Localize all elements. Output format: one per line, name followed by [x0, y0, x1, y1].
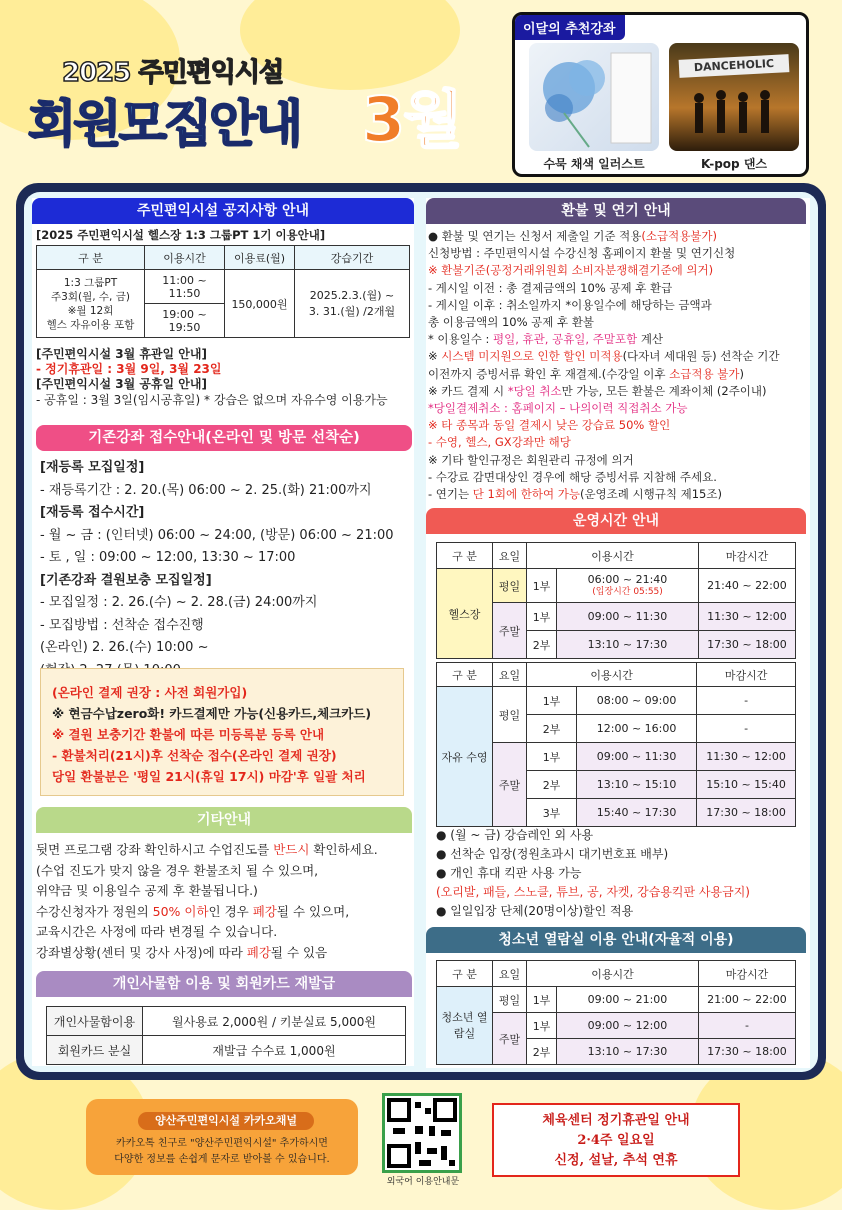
- refund-line-segment: 신청방법 : 주민편익시설 수강신청 홈페이지 환불 및 연기신청: [428, 246, 736, 261]
- study-part: 1부: [527, 1013, 557, 1039]
- locker-section-title: 개인사물함 이용 및 회원카드 재발급: [36, 971, 412, 997]
- closed-text: - 정기휴관일 : 3월 9일, 3월 23일: [36, 362, 222, 376]
- refund-section-title: 환불 및 연기 안내: [426, 198, 806, 224]
- pt-period-line: 3. 31.(월) /2개월: [308, 304, 396, 318]
- swim-part: 1부: [527, 687, 577, 715]
- refund-line-segment: ※: [428, 349, 442, 364]
- swim-close: 15:10 ~ 15:40: [697, 771, 796, 799]
- holiday-title: [주민편익시설 3월 공휴일 안내]: [36, 377, 207, 391]
- gym-header-category: 구 분: [437, 543, 493, 569]
- pt-table: [36, 245, 410, 338]
- registration-line: [40, 637, 410, 660]
- hours-section-title: 운영시간 안내: [426, 508, 806, 534]
- refund-line: [428, 452, 808, 469]
- etc-line-segment: 50% 이하: [152, 903, 209, 919]
- study-close: -: [698, 1013, 795, 1039]
- refund-line: [428, 297, 808, 314]
- payment-notice-line: [52, 745, 402, 766]
- pt-program-line: 주3회(월, 수, 금): [51, 290, 130, 303]
- refund-line-segment: 소급적용 불가: [669, 366, 740, 381]
- registration-line-segment: [재등록 모집일정]: [40, 460, 145, 475]
- refund-line: [428, 417, 808, 434]
- swim-time: 13:10 ~ 15:10: [577, 771, 697, 799]
- etc-line-segment: 반드시: [273, 842, 310, 857]
- swim-part: 2부: [527, 715, 577, 743]
- swim-part: 1부: [527, 743, 577, 771]
- page-title: 회원모집안내: [28, 95, 300, 153]
- pt-header-category: 구 분: [37, 246, 145, 270]
- gym-header-close: 마감시간: [698, 543, 795, 569]
- refund-line-segment: 총 이용금액의 10% 공제 후 환불: [428, 315, 595, 330]
- gym-time: 09:00 ~ 11:30: [557, 603, 699, 631]
- pt-fee: 150,000원: [225, 270, 295, 338]
- etc-line: [36, 861, 412, 882]
- gym-weekday: 평일: [493, 569, 527, 603]
- payment-notice-line-segment: ※ 현금수납zero화! 카드결제만 가능(신용카드,체크카드): [52, 706, 372, 721]
- study-weekday: 평일: [493, 987, 527, 1013]
- page-month: 3월: [362, 83, 462, 156]
- refund-line-segment: - 연기는: [428, 487, 473, 502]
- refund-line: [428, 486, 808, 503]
- payment-notice-line: [52, 682, 402, 703]
- swim-weekday: 평일: [493, 687, 527, 743]
- swim-bullet: [436, 883, 806, 902]
- gym-header-day: 요일: [493, 543, 527, 569]
- refund-line-segment: 시스템 미지원으로 인한 할인 미적용: [441, 349, 623, 364]
- refund-line-segment: (소급적용불가): [641, 229, 718, 243]
- registration-line: [40, 480, 410, 503]
- etc-line-segment: 위약금 및 이용일수 공제 후 환불됩니다.): [36, 883, 258, 898]
- qr-caption: 외국어 이용안내문: [386, 1177, 460, 1187]
- gym-close: 11:30 ~ 12:00: [698, 603, 795, 631]
- kakao-line: 다양한 정보를 손쉽게 문자로 받아볼 수 있습니다.: [114, 1154, 330, 1165]
- notice-subtitle: [2025 주민편익시설 헬스장 1:3 그룹PT 1기 이용안내]: [36, 228, 326, 242]
- pt-program-line: 헬스 자유이용 포함: [46, 318, 135, 331]
- refund-line-segment: ): [739, 366, 744, 381]
- gym-time: 06:00 ~ 21:40: [587, 572, 668, 586]
- ink-illustration-image: [529, 43, 659, 151]
- registration-line: [40, 525, 410, 548]
- pt-time-2: 19:00 ~ 19:50: [145, 304, 225, 338]
- swim-close: -: [697, 687, 796, 715]
- etc-line: [36, 840, 412, 861]
- refund-line: [428, 348, 808, 365]
- etc-line: [36, 943, 412, 964]
- closure-line: 신정, 설날, 추석 연휴: [554, 1153, 678, 1168]
- pt-program-cell: [37, 270, 145, 338]
- gym-weekend: 주말: [493, 603, 527, 659]
- etc-line: [36, 881, 412, 902]
- swim-part: 2부: [527, 771, 577, 799]
- closure-line: 체육센터 정기휴관일 안내: [542, 1113, 690, 1128]
- etc-line: [36, 902, 412, 923]
- study-close: 17:30 ~ 18:00: [698, 1039, 795, 1065]
- payment-notice-line: [52, 724, 402, 745]
- gym-hours-table: [436, 542, 796, 659]
- etc-lines: [36, 840, 412, 963]
- etc-line-segment: 인 경우: [208, 903, 253, 919]
- kakao-line: 카카오톡 친구로 "양산주민편익시설" 추가하시면: [116, 1138, 328, 1149]
- study-close: 21:00 ~ 22:00: [698, 987, 795, 1013]
- payment-notice-line-segment: ※ 결원 보충기간 환불에 따른 미등록분 등록 안내: [52, 727, 325, 742]
- refund-line-segment: ※ 기타 할인규정은 회원관리 규정에 의거: [428, 452, 634, 467]
- refund-line: [428, 366, 808, 383]
- qr-code-icon: [385, 1096, 459, 1170]
- locker-row-value: 월사용료 2,000원 / 키분실료 5,000원: [143, 1007, 406, 1036]
- swim-bullet-segment: ● 일일입장 단체(20명이상)할인 적용: [436, 904, 634, 918]
- closure-line: 2·4주 일요일: [577, 1133, 655, 1148]
- refund-line-segment: 계산: [637, 332, 664, 347]
- swim-bullet-segment: ● 선착순 입장(정원초과시 대기번호표 배부): [436, 847, 669, 861]
- recommended-caption-2: K-pop 댄스: [700, 157, 768, 171]
- gym-time: 13:10 ~ 17:30: [557, 631, 699, 659]
- refund-line-segment: 이전까지 증빙서류 확인 후 재결제.(수강일 이후: [428, 366, 670, 381]
- etc-line-segment: 수강신청자가 정원의: [36, 903, 153, 919]
- danceholic-sign: DANCEHOLIC: [679, 54, 790, 78]
- etc-line-segment: 될 수 있으며,: [276, 903, 350, 919]
- etc-line-segment: (수업 진도가 맞지 않을 경우 환불조치 될 수 있으며,: [36, 862, 319, 878]
- study-header-close: 마감시간: [698, 961, 795, 987]
- payment-notice-lines: [52, 682, 402, 787]
- swim-bullet: [436, 902, 806, 921]
- refund-line-segment: ※ 카드 결제 시: [428, 383, 508, 398]
- study-time: 09:00 ~ 12:00: [557, 1013, 699, 1039]
- refund-line: [428, 280, 808, 297]
- pt-header-fee: 이용료(월): [225, 246, 295, 270]
- swim-bullet-segment: ● (월 ~ 금) 강습레인 외 사용: [436, 828, 594, 842]
- kpop-dance-image: [669, 43, 799, 151]
- holiday-text: - 공휴일 : 3월 3일(임시공휴일) * 강습은 없으며 자유수영 이용가능: [36, 393, 388, 407]
- registration-line: [40, 457, 410, 480]
- swim-bullet-segment: (오리발, 패들, 스노클, 튜브, 공, 자켓, 강습용킥판 사용금지): [436, 885, 750, 899]
- gym-part: 2부: [527, 631, 557, 659]
- refund-line-segment: - 수영, 헬스, GX강좌만 해당: [428, 435, 571, 450]
- swim-close: -: [697, 715, 796, 743]
- study-weekend: 주말: [493, 1013, 527, 1065]
- swim-close: 17:30 ~ 18:00: [697, 799, 796, 827]
- etc-line: [36, 922, 412, 943]
- swim-weekend: 주말: [493, 743, 527, 827]
- etc-line-segment: 확인하세요.: [309, 842, 378, 857]
- swim-time: 08:00 ~ 09:00: [577, 687, 697, 715]
- gym-name: 헬스장: [437, 569, 493, 659]
- refund-line-segment: * 이용일수 :: [428, 332, 494, 347]
- card-row-label: 회원카드 분실: [47, 1036, 143, 1065]
- pt-time-1: 11:00 ~ 11:50: [145, 270, 225, 304]
- refund-line: [428, 383, 808, 400]
- registration-line-segment: (온라인) 2. 26.(수) 10:00 ~: [40, 640, 209, 655]
- card-row-value: 재발급 수수료 1,000원: [143, 1036, 406, 1065]
- notice-section-title: 주민편익시설 공지사항 안내: [32, 198, 414, 224]
- gym-close: 17:30 ~ 18:00: [698, 631, 795, 659]
- swim-header-close: 마감시간: [697, 663, 796, 687]
- etc-line-segment: 강좌별상황(센터 및 강사 사정)에 따라: [36, 944, 247, 960]
- etc-section-title: 기타안내: [36, 807, 412, 833]
- pt-period-cell: [295, 270, 410, 338]
- refund-line: [428, 400, 808, 417]
- etc-line-segment: 뒷면 프로그램 강좌 확인하시고 수업진도를: [36, 842, 274, 857]
- study-header-day: 요일: [493, 961, 527, 987]
- registration-line-segment: - 토 , 일 : 09:00 ~ 12:00, 13:30 ~ 17:00: [40, 550, 296, 565]
- etc-line-segment: 될 수 있음: [270, 944, 328, 960]
- refund-line-segment: *당일결제취소 : 홈페이지 – 나의이력 직접취소 가능: [428, 401, 688, 416]
- etc-line-segment: 교육시간은 사정에 따라 변경될 수 있습니다.: [36, 924, 278, 939]
- registration-line: [40, 570, 410, 593]
- registration-line-segment: [기존강좌 결원보충 모집일정]: [40, 572, 212, 588]
- refund-line: [428, 228, 808, 245]
- swim-bullet: [436, 826, 806, 845]
- registration-line: [40, 502, 410, 525]
- refund-line-segment: (다자녀 세대원 등) 선착순 기간: [622, 349, 780, 364]
- refund-line: [428, 245, 808, 262]
- registration-line-segment: [재등록 접수시간]: [40, 505, 145, 520]
- study-header-time: 이용시간: [527, 961, 699, 987]
- etc-line-segment: 폐강: [246, 944, 271, 960]
- closure-notice: [492, 1103, 740, 1177]
- refund-line-segment: *당일 취소: [507, 383, 562, 398]
- study-part: 2부: [527, 1039, 557, 1065]
- refund-line-segment: - 수강료 감면대상인 경우에 해당 증빙서류 지참해 주세요.: [428, 469, 717, 484]
- pt-program-line: ※월 12회: [67, 304, 114, 317]
- qr-code[interactable]: [382, 1093, 462, 1173]
- swim-time: 09:00 ~ 11:30: [577, 743, 697, 771]
- hydrangea-illustration: [529, 43, 659, 151]
- refund-line-segment: (운영조례 시행규칙 제15조): [579, 487, 722, 502]
- gym-header-time: 이용시간: [527, 543, 699, 569]
- gym-entry-note: (입장시간 05:55): [592, 586, 663, 597]
- payment-notice-line-segment: (온라인 결제 권장 : 사전 회원가입): [52, 685, 248, 700]
- registration-line-segment: - 모집일정 : 2. 26.(수) ~ 2. 28.(금) 24:00까지: [40, 595, 318, 610]
- swim-header-day: 요일: [493, 663, 527, 687]
- payment-notice-line: [52, 703, 402, 724]
- refund-line-segment: 만 가능, 모든 환불은 계좌이체 (2주이내): [561, 383, 767, 398]
- gym-part: 1부: [527, 603, 557, 631]
- registration-line: [40, 547, 410, 570]
- refund-line-segment: - 게시일 이전 : 총 결제금액의 10% 공제 후 환급: [428, 280, 673, 295]
- swim-header-category: 구 분: [437, 663, 493, 687]
- study-time: 13:10 ~ 17:30: [557, 1039, 699, 1065]
- pt-header-period: 강습기간: [295, 246, 410, 270]
- swim-bullets: [436, 826, 806, 921]
- refund-line-segment: ※ 환불기준(공정거래위원회 소비자분쟁해결기준에 의거): [428, 263, 714, 278]
- payment-notice-line-segment: 당일 환불분은 '평일 21시(휴일 17시) 마감'후 일괄 처리: [52, 769, 366, 784]
- gym-time-cell: [557, 569, 699, 603]
- etc-line-segment: 폐강: [252, 903, 277, 919]
- swim-header-time: 이용시간: [527, 663, 697, 687]
- recommended-courses-panel: [512, 12, 809, 177]
- swim-part: 3부: [527, 799, 577, 827]
- pt-header-time: 이용시간: [145, 246, 225, 270]
- payment-notice-line-segment: - 환불처리(21시)후 선착순 접수(온라인 결제 권장): [52, 748, 337, 763]
- kakao-channel-text: [96, 1136, 348, 1168]
- swim-time: 15:40 ~ 17:30: [577, 799, 697, 827]
- recommended-title: 이달의 추천강좌: [515, 15, 625, 40]
- swim-hours-table: [436, 662, 796, 827]
- swim-name: 자유 수영: [437, 687, 493, 827]
- registration-section-title: 기존강좌 접수안내(온라인 및 방문 선착순): [36, 425, 412, 451]
- payment-notice-line: [52, 766, 402, 787]
- registration-lines: [40, 457, 410, 682]
- swim-bullet: [436, 845, 806, 864]
- registration-line: [40, 615, 410, 638]
- study-time: 09:00 ~ 21:00: [557, 987, 699, 1013]
- gym-close: 21:40 ~ 22:00: [698, 569, 795, 603]
- swim-time: 12:00 ~ 16:00: [577, 715, 697, 743]
- refund-line: [428, 262, 808, 279]
- header-year: 2025: [62, 58, 131, 88]
- swim-bullet: [436, 864, 806, 883]
- header-facility: 주민편익시설: [138, 58, 284, 88]
- gym-part: 1부: [527, 569, 557, 603]
- refund-line: [428, 434, 808, 451]
- registration-line: [40, 592, 410, 615]
- refund-line-segment: 단 1회에 한하여 가능: [472, 487, 580, 502]
- refund-line: [428, 314, 808, 331]
- study-hours-table: [436, 960, 796, 1065]
- study-name: 청소년 열람실: [437, 987, 493, 1065]
- refund-line-segment: - 게시일 이후 : 취소일까지 *이용일수에 해당하는 금액과: [428, 297, 712, 312]
- study-section-title: 청소년 열람실 이용 안내(자율적 이용): [426, 927, 806, 953]
- swim-bullet-segment: ● 개인 휴대 킥판 사용 가능: [436, 866, 582, 880]
- registration-line-segment: - 재등록기간 : 2. 20.(목) 06:00 ~ 2. 25.(화) 21:00까지: [40, 482, 372, 498]
- swim-close: 11:30 ~ 12:00: [697, 743, 796, 771]
- study-header-category: 구 분: [437, 961, 493, 987]
- refund-lines: [428, 228, 808, 503]
- refund-line-segment: ● 환불 및 연기는 신청서 제출일 기준 적용: [428, 229, 642, 243]
- refund-line-segment: 평일, 휴관, 공휴일, 주말포함: [493, 332, 638, 347]
- refund-line: [428, 469, 808, 486]
- study-part: 1부: [527, 987, 557, 1013]
- locker-row-label: 개인사물함이용: [47, 1007, 143, 1036]
- recommended-caption-1: 수묵 채색 일러스트: [543, 157, 645, 171]
- closed-title: [주민편익시설 3월 휴관일 안내]: [36, 347, 207, 361]
- registration-line-segment: - 월 ~ 금 : (인터넷) 06:00 ~ 24:00, (방문) 06:00 ~ 21:00: [40, 527, 394, 543]
- pt-program-line: 1:3 그룹PT: [63, 276, 118, 289]
- registration-line-segment: - 모집방법 : 선착순 접수진행: [40, 617, 204, 633]
- kakao-channel-title: 양산주민편익시설 카카오채널: [138, 1112, 314, 1130]
- pt-period-line: 2025.2.3.(월) ~: [309, 288, 395, 302]
- refund-line-segment: ※ 타 종목과 동일 결제시 낮은 강습료 50% 할인: [428, 418, 671, 433]
- refund-line: [428, 331, 808, 348]
- dancers-illustration: [669, 43, 799, 151]
- locker-table: [46, 1006, 406, 1065]
